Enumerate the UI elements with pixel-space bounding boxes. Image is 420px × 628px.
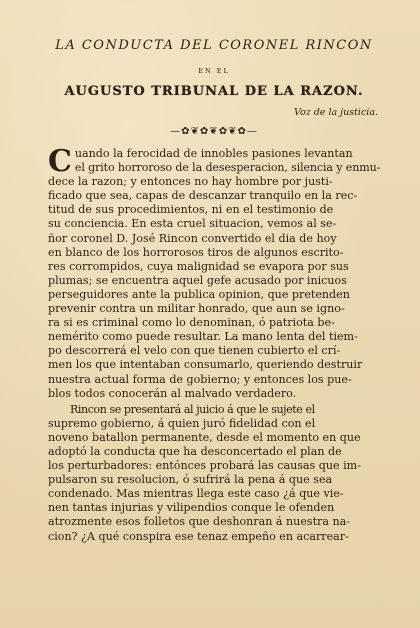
text-line: Rincon se presentará al juicio á que le sujete el — [70, 402, 315, 416]
text-line: nen tantas injurias y vilipendios conque le ofenden — [48, 501, 335, 515]
text-line: supremo gobierno, á quien juró fidelidad con el — [48, 416, 316, 430]
text-line: ficado que sea, capas de descanzar tranquilo en la rec- — [48, 189, 358, 203]
motto: Voz de la justicia. — [293, 107, 378, 118]
text-line: perseguidores ante la publica opinion, que pretenden — [48, 287, 350, 301]
drop-cap: C — [48, 144, 72, 179]
paragraph-2 — [48, 403, 380, 544]
text-line: uando la ferocidad de innobles pasiones levantan — [74, 147, 353, 160]
text-line: res corrompidos, cuya malignidad se evapora por sus — [48, 259, 349, 273]
text-line: ra si es criminal como lo denominan, ó patriota be- — [48, 316, 335, 330]
text-line: pulsaron su resolucion, ó sufrirá la pena á que sea — [48, 473, 333, 487]
tribunal-heading: AUGUSTO TRIBUNAL DE LA RAZON. — [64, 84, 364, 99]
text-line: plumas; se encuentra aquel gefe acusado por inicuos — [48, 273, 347, 287]
text-line: ñor coronel D. José Rincon convertido el dia de hoy — [48, 231, 337, 245]
paragraph-1 — [48, 144, 381, 401]
document-title: LA CONDUCTA DEL CORONEL RINCON — [55, 38, 373, 53]
text-line: condenado. Mas mientras llega este caso ¿á que vie- — [48, 487, 344, 501]
text-line: blos todos conocerán al malvado verdadero. — [48, 386, 297, 400]
text-line: adoptó la conducta que ha desconcertado el plan de — [48, 444, 342, 458]
text-line: titud de sus procedimientos, ni en el testimonio de — [48, 203, 334, 217]
text-line: prevenir contra un militar honrado, que aun se igno- — [48, 302, 345, 316]
text-line: el grito horroroso de la desesperacion, silencia y enmu- — [74, 161, 381, 175]
text-line: en blanco de los horrorosos tiros de algunos escrito- — [48, 245, 344, 259]
text-line: atrozmente esos folletos que deshonran á nuestra na- — [48, 515, 350, 529]
subtitle-en-el: EN EL — [198, 67, 230, 75]
text-line: dece la razon; y entonces no hay hombre por justi- — [48, 175, 333, 189]
text-line: cion? ¿A qué conspira ese tenaz empeño en acarrear- — [48, 529, 349, 543]
text-line: nemérito como puede resultar. La mano lenta del tiem- — [48, 330, 358, 344]
text-line: men los que intentaban consumarlo, queriendo destruir — [48, 358, 363, 372]
text-line: su conciencia. En esta cruel situacion, vemos al se- — [48, 217, 337, 231]
text-line: nuestra actual forma de gobierno; y entonces los pue- — [48, 372, 352, 386]
ornament-divider: —✿❦✿❦✿❦✿— — [170, 126, 258, 137]
text-line: noveno batallon permanente, desde el momento en que — [48, 430, 361, 444]
text-line: los perturbadores: entónces probará las causas que im- — [48, 459, 361, 473]
text-line: po descorrerá el velo con que tienen cubierto el crí- — [48, 344, 341, 358]
